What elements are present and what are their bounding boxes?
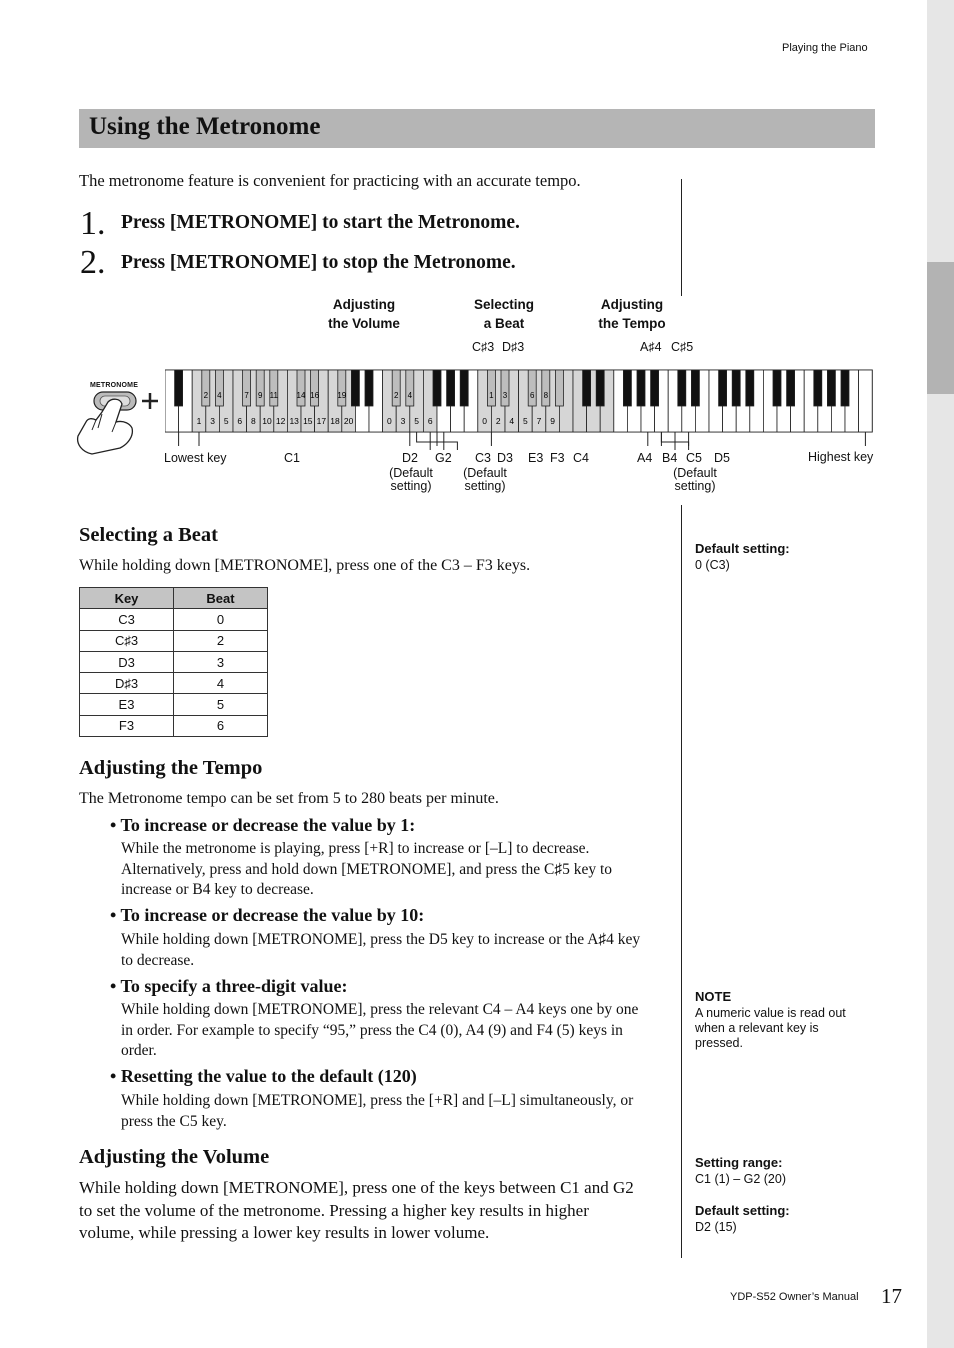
label-d3: D3	[497, 451, 513, 465]
black-key	[719, 370, 727, 406]
page-number: 17	[881, 1284, 902, 1308]
label-bracket-line	[675, 432, 689, 450]
black-key	[351, 370, 359, 406]
black-key	[501, 370, 509, 406]
black-key	[406, 370, 414, 406]
tempo-bullet-1-body: While the metronome is playing, press [+R] to increase or [–L] to decrease. Alternatively, press and hold down [METRONOME], and press the C♯5 key to increase or B4 key to decrease.	[121, 840, 613, 898]
black-key	[460, 370, 468, 406]
label-g2: G2	[435, 451, 452, 465]
volume-range-title: Setting range:	[695, 1155, 783, 1170]
black-key-number: 2	[393, 391, 399, 400]
column-rule-main	[681, 505, 682, 1258]
black-key	[528, 370, 536, 406]
white-key-number: 17	[316, 416, 327, 426]
beat-table-header-key: Key	[80, 588, 174, 609]
white-key-number: 1	[196, 416, 202, 426]
label-cs3: C♯3	[472, 340, 495, 354]
table-row	[80, 609, 268, 630]
black-key	[827, 370, 835, 406]
header-section-label: Playing the Piano	[782, 42, 868, 54]
white-key-number: 0	[482, 416, 487, 426]
black-key	[678, 370, 686, 406]
tempo-bullet-4-body: While holding down [METRONOME], press the [+R] and [–L] simultaneously, or press the C5 key.	[121, 1092, 634, 1130]
label-d5: D5	[714, 451, 730, 465]
black-key	[841, 370, 849, 406]
black-key	[583, 370, 591, 406]
beat-default-value: 0 (C3)	[695, 558, 730, 572]
table-cell: 5	[174, 694, 268, 715]
label-highest-key: Highest key	[808, 450, 874, 464]
intro-text: The metronome feature is convenient for practicing with an accurate tempo.	[79, 171, 581, 190]
black-key	[746, 370, 754, 406]
volume-default-value: D2 (15)	[695, 1220, 737, 1234]
label-e3: E3	[528, 451, 544, 465]
black-key	[623, 370, 631, 406]
white-key-number: 0	[387, 416, 392, 426]
selecting-beat-body: While holding down [METRONOME], press one of the C3 – F3 keys.	[79, 557, 531, 574]
black-key-number: 6	[529, 391, 535, 400]
black-key	[243, 370, 251, 406]
label-bracket-line	[417, 432, 431, 450]
step-2-text: Press [METRONOME] to stop the Metronome.	[121, 252, 516, 273]
white-key-number: 2	[495, 416, 501, 426]
black-key	[732, 370, 740, 406]
white-key-number: 6	[237, 416, 243, 426]
black-key	[311, 370, 319, 406]
black-key	[555, 370, 563, 406]
black-key-number: 1	[489, 391, 494, 400]
label-c1: C1	[284, 451, 300, 465]
black-key	[202, 370, 210, 406]
label-adjusting-volume: Adjusting the Volume	[328, 297, 400, 331]
black-key	[447, 370, 455, 406]
black-key	[365, 370, 373, 406]
beat-table	[79, 587, 268, 737]
black-key	[637, 370, 645, 406]
chapter-tab	[927, 262, 954, 394]
black-key	[596, 370, 604, 406]
step-1-number: 1.	[80, 205, 106, 242]
black-key	[270, 370, 278, 406]
black-key	[487, 370, 495, 406]
black-key	[691, 370, 699, 406]
label-bracket-line	[444, 432, 458, 450]
beat-table-header-beat: Beat	[174, 588, 268, 609]
volume-body: While holding down [METRONOME], press one of the keys between C1 and G2 to set the volume of the metronome. Pressing a higher key results in higher volume, while pressing a lower key results in lower volume.	[79, 1178, 634, 1242]
table-cell: 6	[174, 715, 268, 736]
column-rule-top	[681, 179, 682, 296]
heading-selecting-beat: Selecting a Beat	[79, 524, 218, 546]
label-b4: B4	[662, 451, 678, 465]
black-key	[773, 370, 781, 406]
white-key-number: 9	[550, 416, 555, 426]
table-cell: 0	[174, 609, 268, 630]
black-key	[297, 370, 305, 406]
tempo-body: The Metronome tempo can be set from 5 to 280 beats per minute.	[79, 790, 499, 807]
table-cell: C♯3	[80, 630, 174, 651]
tempo-bullet-3-title: • To specify a three-digit value:	[110, 976, 348, 996]
tempo-bullet-1-title: • To increase or decrease the value by 1:	[110, 815, 416, 835]
label-d2: D2	[402, 451, 418, 465]
label-lowest-key: Lowest key	[164, 451, 227, 465]
footer-manual-name: YDP-S52 Owner’s Manual	[730, 1291, 859, 1303]
table-row	[80, 694, 268, 715]
white-key-number: 6	[427, 416, 433, 426]
white-key-number: 3	[400, 416, 406, 426]
black-key-number: 2	[203, 391, 209, 400]
step-1-text: Press [METRONOME] to start the Metronome.	[121, 212, 520, 233]
note-title: NOTE	[695, 989, 732, 1004]
label-ds3: D♯3	[502, 340, 525, 354]
black-key	[338, 370, 346, 406]
black-key-number: 3	[502, 391, 508, 400]
note-body: A numeric value is read out when a relevant key is pressed.	[695, 1006, 846, 1050]
black-key	[175, 370, 183, 406]
label-selecting-beat: Selecting a Beat	[473, 297, 535, 331]
black-key-number: 8	[543, 391, 549, 400]
black-key	[433, 370, 441, 406]
label-cs5: C♯5	[671, 340, 694, 354]
black-key-number: 14	[296, 391, 306, 400]
tempo-bullet-4-title: • Resetting the value to the default (120)	[110, 1066, 417, 1086]
table-cell: 4	[174, 673, 268, 694]
table-row	[80, 630, 268, 651]
white-key-number: 7	[536, 416, 542, 426]
volume-range-value: C1 (1) – G2 (20)	[695, 1172, 787, 1186]
heading-adjusting-tempo: Adjusting the Tempo	[79, 757, 263, 779]
white-key-number: 12	[275, 416, 286, 426]
black-key	[814, 370, 822, 406]
white-key	[859, 370, 873, 432]
black-key-number: 7	[244, 391, 249, 400]
white-key-number: 5	[523, 416, 528, 426]
table-cell: 2	[174, 630, 268, 651]
hand-pressing-metronome-icon	[72, 388, 168, 460]
heading-adjusting-volume: Adjusting the Volume	[79, 1146, 270, 1168]
white-key-number: 3	[210, 416, 215, 426]
label-a4: A4	[637, 451, 653, 465]
label-bracket-line	[661, 432, 675, 450]
label-c3: C3	[475, 451, 491, 465]
black-key	[651, 370, 659, 406]
step-2-number: 2.	[80, 244, 106, 281]
label-default-c3: (Default setting)	[463, 466, 507, 493]
black-key-number: 4	[217, 391, 222, 400]
label-c5: C5	[686, 451, 702, 465]
label-adjusting-tempo: Adjusting the Tempo	[598, 297, 666, 331]
white-key-number: 4	[509, 416, 515, 426]
label-as4: A♯4	[640, 340, 662, 354]
white-key-number: 18	[330, 416, 340, 426]
table-cell: C3	[80, 609, 174, 630]
black-key-number: 4	[407, 391, 413, 400]
label-c4: C4	[573, 451, 589, 465]
white-key-number: 10	[262, 416, 272, 426]
tempo-bullet-2-title: • To increase or decrease the value by 10:	[110, 905, 425, 925]
black-key	[215, 370, 223, 406]
black-key-number: 11	[269, 391, 278, 400]
page-edge-strip	[927, 0, 954, 1348]
white-key-number: 5	[414, 416, 419, 426]
label-default-d2: (Default setting)	[389, 466, 433, 493]
table-cell: D♯3	[80, 673, 174, 694]
table-cell: F3	[80, 715, 174, 736]
white-key-number: 5	[223, 416, 229, 426]
keyboard-diagram	[165, 368, 877, 492]
white-key-number: 20	[343, 416, 354, 426]
tempo-bullet-2-body: While holding down [METRONOME], press the D5 key to increase or the A♯4 key to decrease.	[121, 931, 641, 969]
table-row	[80, 673, 268, 694]
tempo-bullet-3-body: While holding down [METRONOME], press the relevant C4 – A4 keys one by one in order. For example to specify “95,” press the C4 (0), A4 (9) and F4 (5) keys in order.	[121, 1001, 639, 1059]
table-cell: E3	[80, 694, 174, 715]
label-f3: F3	[550, 451, 565, 465]
black-key-number: 19	[337, 391, 347, 400]
white-key-number: 13	[289, 416, 299, 426]
table-row	[80, 715, 268, 736]
label-default-c5: (Default setting)	[673, 466, 717, 493]
metronome-button-label: METRONOME	[90, 382, 139, 389]
black-key-number: 9	[257, 391, 263, 400]
black-key-number: 16	[310, 391, 320, 400]
black-key	[787, 370, 795, 406]
black-key	[392, 370, 400, 406]
table-row	[80, 651, 268, 672]
table-cell: D3	[80, 651, 174, 672]
white-key-number: 15	[303, 416, 313, 426]
volume-default-title: Default setting:	[695, 1203, 790, 1218]
table-cell: 3	[174, 651, 268, 672]
black-key	[256, 370, 264, 406]
white-key-number: 8	[251, 416, 256, 426]
black-key	[542, 370, 550, 406]
beat-default-title: Default setting:	[695, 541, 790, 556]
page-title: Using the Metronome	[89, 113, 321, 140]
